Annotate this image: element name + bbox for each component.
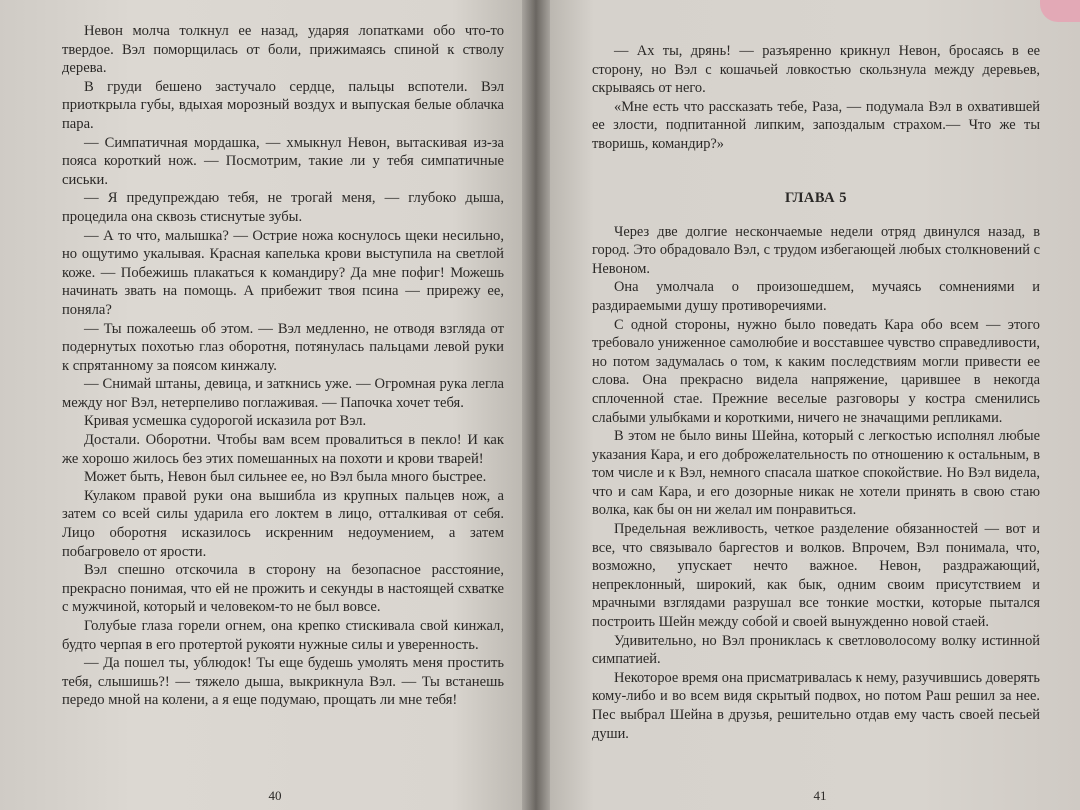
left-page	[0, 0, 532, 810]
paragraph: — Я предупреждаю тебя, не трогай меня, — глубоко дыша, процедила она сквозь стиснутые зубы.	[62, 190, 504, 225]
page-number: 40	[268, 788, 282, 803]
paragraph: Голубые глаза горели огнем, она крепко стискивала свой кинжал, будто черпая в его протертой рукояти нужные силы и уверенность.	[62, 618, 504, 653]
paragraph: «Мне есть что рассказать тебе, Раза, — подумала Вэл в охватившей ее злости, подпитанной липким, запоздалым страхом.— Что же ты творишь, командир?»	[592, 98, 1040, 152]
paragraph: Через две долгие нескончаемые недели отряд двинулся назад, в город. Это обрадовало Вэл, с трудом избегающей любых столкновений с Невоном.	[592, 223, 1040, 277]
chapter-title: ГЛАВА 5	[785, 189, 847, 206]
paragraph: Достали. Оборотни. Чтобы вам всем провалиться в пекло! И как же хорошо жилось без этих помешанных на похоти и крови тварей!	[62, 432, 504, 467]
book-gutter	[522, 0, 550, 810]
page-number: 41	[813, 788, 827, 803]
paragraph: — Снимай штаны, девица, и заткнись уже. — Огромная рука легла между ног Вэл, нетерпеливо поглаживая. — Папочка хочет тебя.	[62, 376, 504, 411]
paragraph: Кулаком правой руки она вышибла из крупных пальцев нож, а затем со всей силы ударила его локтем в лицо, отталкивая от себя. Лицо оборотня исказилось искренним недоумением, а затем побагровело от ярости.	[62, 487, 504, 560]
paragraph: Удивительно, но Вэл прониклась к светловолосому волку истинной симпатией.	[592, 632, 1040, 668]
paragraph: — Ах ты, дрянь! — разъяренно крикнул Невон, бросаясь в ее сторону, но Вэл с кошачьей ловкостью скользнула между деревьев, скрываясь от него.	[592, 43, 1040, 97]
paragraph: Кривая усмешка судорогой исказила рот Вэл.	[84, 413, 367, 430]
left-page-text	[62, 22, 504, 710]
paragraph: В груди бешено застучало сердце, пальцы вспотели. Вэл приоткрыла губы, вдыхая морозный воздух и выпуская белые облачка пара.	[62, 78, 504, 132]
right-page-text	[592, 42, 1040, 743]
paragraph: — Да пошел ты, ублюдок! Ты еще будешь умолять меня простить тебя, слышишь?! — тяжело дыша, выкрикнула Вэл. — Ты встанешь передо мной на колени, а я еще подумаю, прощать ли мне тебя!	[62, 655, 504, 709]
paragraph: Невон молча толкнул ее назад, ударяя лопатками обо что-то твердое. Вэл поморщилась от боли, прижимаясь спиной к стволу дерева.	[62, 23, 504, 77]
paragraph: Предельная вежливость, четкое разделение обязанностей — вот и все, что связывало баргестов и волков. Впрочем, Вэл понимала, что, возможно, упускает нечто важное. Невон, раздражающий, непреклонный, широкий, как бык, одним своим присутствием и мрачными взглядами разрушал все тонкие мостки, которые пытался построить Шейн между собой и своей вынужденно новой стаей.	[592, 521, 1040, 631]
right-page	[540, 0, 1080, 810]
paragraph: Вэл спешно отскочила в сторону на безопасное расстояние, прекрасно понимая, что ей не прожить и секунды в настоящей схватке с мужчиной, который и человеком-то не был вовсе.	[62, 562, 504, 616]
paragraph: — Ты пожалеешь об этом. — Вэл медленно, не отводя взгляда от подернутых похотью глаз оборотня, потянулась пальцами левой руки к спрятанному за поясом кинжалу.	[62, 320, 504, 374]
paragraph: Некоторое время она присматривалась к нему, разучившись доверять кому-либо и во всем видя скрытый подвох, но потом Раш решил за нее. Пес выбрал Шейна в друзья, решительно отдав ему часть своей песьей души.	[592, 669, 1040, 742]
paragraph: — А то что, малышка? — Острие ножа коснулось щеки несильно, но ощутимо укалывая. Красная капелька крови выступила на светлой коже. — Побежишь плакаться к командиру? Да мне пофиг! Можешь начинать звать на помощь. А прибежит твоя псина — прирежу ее, поняла?	[62, 227, 504, 318]
paragraph: С одной стороны, нужно было поведать Кара обо всем — этого требовало униженное самолюбие и восставшее чувство справедливости, но потом задумалась о том, к каким последствиям могли привести ее слова. Она прекрасно видела напряжение, царившее в некогда сплоченной стае. Прежние веселые разговоры у костра сменились слабыми улыбками и короткими, ничего не значащими репликами.	[592, 316, 1040, 426]
paragraph: — Симпатичная мордашка, — хмыкнул Невон, вытаскивая из-за пояса короткий нож. — Посмотрим, такие ли у тебя симпатичные сиськи.	[62, 134, 504, 188]
paragraph: Она умолчала о произошедшем, мучаясь сомнениями и раздираемыми душу противоречиями.	[592, 279, 1040, 314]
paragraph: Может быть, Невон был сильнее ее, но Вэл была много быстрее.	[84, 469, 487, 486]
paragraph: В этом не было вины Шейна, который с легкостью исполнял любые указания Кара, и его доброжелательность по отношению к остальным, в том числе и к Вэл, немного спасала шаткое спокойствие. Но Вэл видела, что и сам Кара, и его дозорные никак не хотели принять в свою стаю волка, как бы он ни желал им понравиться.	[592, 428, 1040, 519]
